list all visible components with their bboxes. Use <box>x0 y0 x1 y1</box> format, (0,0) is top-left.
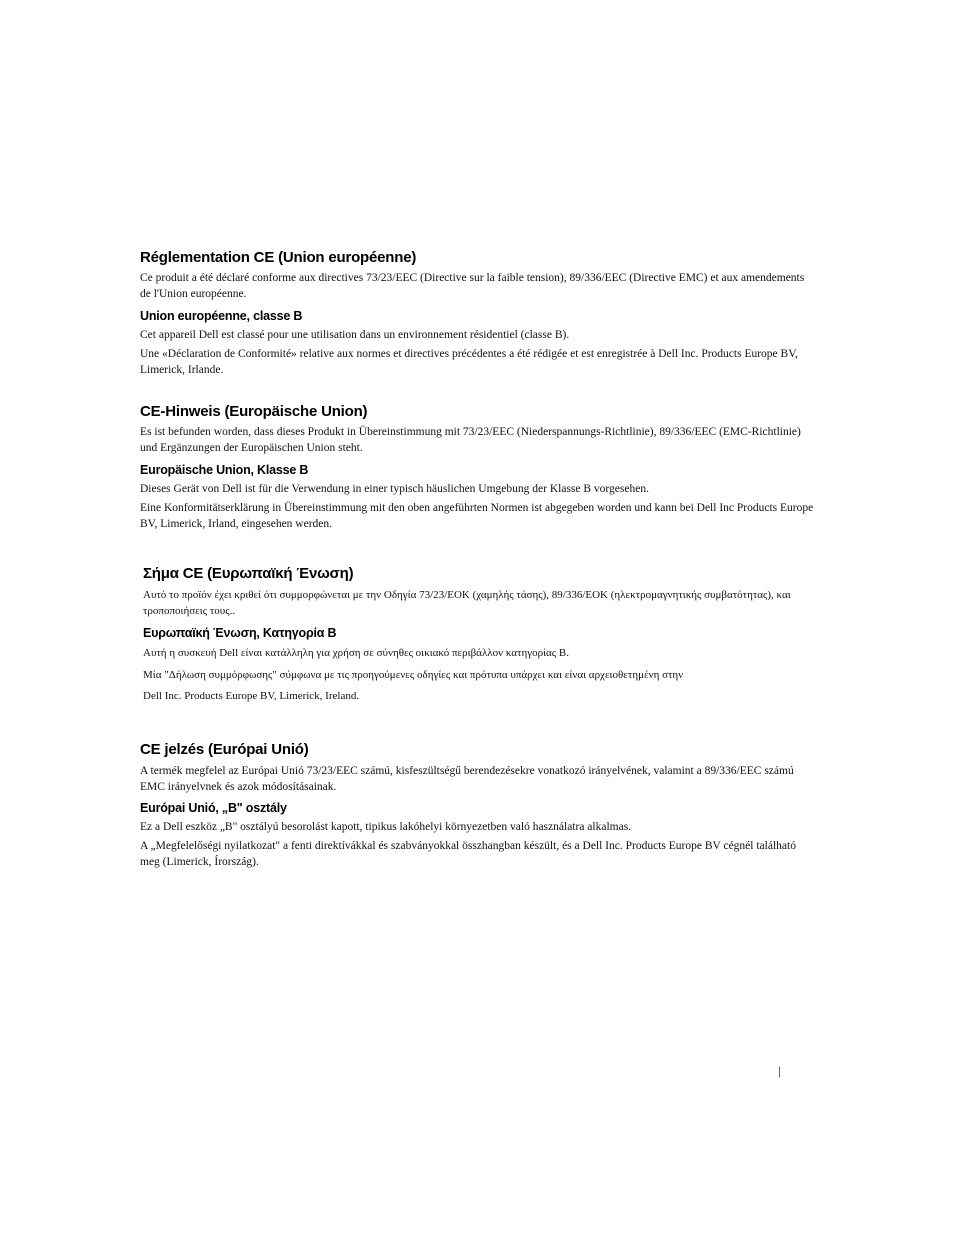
section-title: Réglementation CE (Union européenne) <box>140 249 417 266</box>
section-french <box>140 248 816 378</box>
paragraph: Eine Konformitätserklärung in Übereinstimmung mit den oben angeführten Normen ist abgegeben worden und kann bei Dell Inc Products Europe BV, Limerick, Irland, eingesehen werden. <box>140 502 814 530</box>
section-title: CE jelzés (Európai Unió) <box>140 741 309 758</box>
paragraph: Μία "Δήλωση συμμόρφωσης" σύμφωνα με τις προηγούμενες οδηγίες και πρότυπα υπάρχει και είναι αρχειοθετημένη στην <box>143 669 684 681</box>
section-subtitle: Europäische Union, Klasse B <box>140 463 309 477</box>
paragraph: Cet appareil Dell est classé pour une utilisation dans un environnement résidentiel (classe B). <box>140 329 570 341</box>
page-number: | <box>778 1063 781 1078</box>
section-subtitle: Union européenne, classe B <box>140 309 303 323</box>
paragraph: Dell Inc. Products Europe BV, Limerick, Ireland. <box>143 690 360 702</box>
paragraph: A termék megfelel az Európai Unió 73/23/EEC számú, kisfeszültségű berendezésekre vonatkozó irányelvének, valamint a 89/336/EEC számú EMC irányelvnek és azok módosításainak. <box>140 765 794 793</box>
paragraph: Αυτό το προϊόν έχει κριθεί ότι συμμορφώνεται με την Οδηγία 73/23/ΕΟΚ (χαμηλής τάσης), 89/336/ΕΟΚ (ηλεκτρομαγνητικής συμβατότητας), και τροποποιήσεις τους.. <box>143 589 791 617</box>
paragraph: A „Megfelelőségi nyilatkozat" a fenti direktívákkal és szabványokkal összhangban készült, és a Dell Inc. Products Europe BV cégnél található meg (Limerick, Írország). <box>140 840 796 868</box>
paragraph: Es ist befunden worden, dass dieses Produkt in Übereinstimmung mit 73/23/EEC (Niederspannungs-Richtlinie), 89/336/EEC (EMC-Richtlinie) und Ergänzungen der Europäischen Union steht. <box>140 426 801 454</box>
section-title: CE-Hinweis (Europäische Union) <box>140 403 368 420</box>
section-subtitle: Európai Unió, „B" osztály <box>140 801 287 815</box>
paragraph: Αυτή η συσκευή Dell είναι κατάλληλη για χρήση σε σύνηθες οικιακό περιβάλλον κατηγορίας Β. <box>143 647 569 659</box>
paragraph: Une «Déclaration de Conformité» relative aux normes et directives précédentes a été rédigée et est enregistrée à Dell Inc. Products Europe BV, Limerick, Irlande. <box>140 348 798 376</box>
section-greek <box>143 564 819 704</box>
paragraph: Ce produit a été déclaré conforme aux directives 73/23/EEC (Directive sur la faible tension), 89/336/EEC (Directive EMC) et aux amendements de l'Union européenne. <box>140 272 805 300</box>
section-hungarian <box>140 740 816 870</box>
section-german <box>140 402 816 532</box>
paragraph: Dieses Gerät von Dell ist für die Verwendung in einer typisch häuslichen Umgebung der Klasse B vorgesehen. <box>140 483 649 495</box>
paragraph: Ez a Dell eszköz „B" osztályú besorolást kapott, tipikus lakóhelyi környezetben való használatra alkalmas. <box>140 821 632 833</box>
section-title: Σήμα CE (Ευρωπαϊκή Ένωση) <box>143 565 354 582</box>
section-subtitle: Ευρωπαϊκή Ένωση, Κατηγορία Β <box>143 626 337 640</box>
